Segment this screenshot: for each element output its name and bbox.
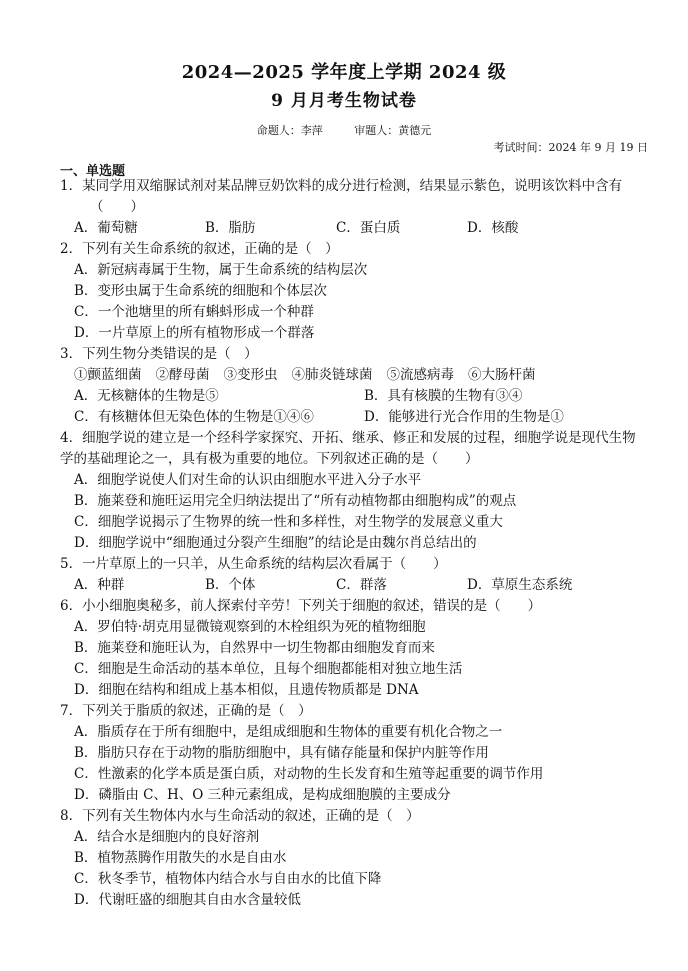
option-b: B．变形虫属于生命系统的细胞和个体层次 [74,283,327,299]
option-d: D．代谢旺盛的细胞其自由水含量较低 [74,892,301,908]
section-heading: 一、单选题 [60,164,126,179]
option-b: B．植物蒸腾作用散失的水是自由水 [74,850,287,866]
option-d: D．一片草原上的所有植物形成一个群落 [74,325,315,341]
option-d: D．核酸 [467,220,519,236]
option-a: A．脂质存在于所有细胞中，是组成细胞和生物体的重要有机化合物之一 [74,724,503,740]
question-4 [60,428,660,554]
exam-title: 2024—2025 学年度上学期 2024 级 [181,62,507,83]
question-8-stem: 8．下列有关生物体内水与生命活动的叙述，正确的是（ ） [60,808,420,824]
option-d: D．细胞学说中“细胞通过分裂产生细胞”的结论是由魏尔肖总结出的 [74,535,477,551]
question-4-stem-continued: 学的基础理论之一，具有极为重要的地位。下列叙述正确的是（ ） [60,451,479,467]
authors-line [0,122,688,138]
option-a: A．罗伯特·胡克用显微镜观察到的木栓组织为死的植物细胞 [74,619,426,635]
organism-item: ③变形虫 [223,367,278,383]
question-2 [60,239,660,344]
option-c: C．细胞是生命活动的基本单位，且每个细胞都能相对独立地生活 [74,661,463,677]
organism-item: ⑥大肠杆菌 [468,367,536,383]
question-5-stem: 5．一片草原上的一只羊，从生命系统的结构层次看属于（ ） [60,556,447,572]
option-c: C．蛋白质 [336,220,401,236]
exam-subtitle: 9 月月考生物试卷 [271,91,417,111]
organism-item: ①颤蓝细菌 [74,367,142,383]
setter: 命题人：李萍 [256,124,323,137]
option-b: B．个体 [205,577,256,593]
question-8 [60,806,660,911]
option-d: D．磷脂由 C、H、O 三种元素组成，是构成细胞膜的主要成分 [74,787,451,803]
question-1-stem: 1．某同学用双缩脲试剂对某品牌豆奶饮料的成分进行检测，结果显示紫色，说明该饮料中含有 [60,178,623,194]
option-b: B．施莱登和施旺认为，自然界中一切生物都由细胞发育而来 [74,640,435,656]
option-a: A．结合水是细胞内的良好溶剂 [74,829,260,845]
option-a: A．细胞学说使人们对生命的认识由细胞水平进入分子水平 [74,472,422,488]
option-a: A．种群 [74,577,125,593]
option-b: B．施莱登和施旺运用完全归纳法提出了“所有动植物都由细胞构成”的观点 [74,493,517,509]
option-a: A．新冠病毒属于生物，属于生命系统的结构层次 [74,262,368,278]
question-7 [60,701,660,806]
organism-item: ⑤流感病毒 [386,367,454,383]
option-c: C．一个池塘里的所有蝌蚪形成一个种群 [74,304,314,320]
question-3-organisms [60,365,660,386]
option-b: B．脂肪只存在于动物的脂肪细胞中，具有储存能量和保护内脏等作用 [74,745,489,761]
question-1-options [60,218,660,239]
question-list [60,176,660,911]
option-b: B．具有核膜的生物有③④ [364,388,523,404]
option-c: C．秋冬季节，植物体内结合水与自由水的比值下降 [74,871,382,887]
option-c: C．群落 [336,577,387,593]
option-a: A．无核糖体的生物是⑤ [74,388,219,404]
exam-time: 考试时间：2024 年 9 月 19 日 [493,141,648,154]
question-3-stem: 3．下列生物分类错误的是（ ） [60,346,258,362]
question-2-stem: 2．下列有关生命系统的叙述，正确的是（ ） [60,241,339,257]
option-b: B．脂肪 [205,220,256,236]
option-d: D．能够进行光合作用的生物是① [364,409,564,425]
question-3-options-cd [60,407,660,428]
option-a: A．葡萄糖 [74,220,138,236]
question-1-blank: （ ） [90,199,144,215]
organism-item: ②酵母菌 [155,367,210,383]
question-3-options-ab [60,386,660,407]
option-d: D．草原生态系统 [467,577,573,593]
question-1 [60,176,660,239]
question-4-stem: 4．细胞学说的建立是一个经科学家探究、开拓、继承、修正和发展的过程，细胞学说是现代生物 [60,430,636,446]
question-5-options [60,575,660,596]
option-c: C．细胞学说揭示了生物界的统一性和多样性，对生物学的发展意义重大 [74,514,503,530]
question-5 [60,554,660,596]
question-6 [60,596,660,701]
option-c: C．性激素的化学本质是蛋白质，对动物的生长发育和生殖等起重要的调节作用 [74,766,544,782]
option-d: D．细胞在结构和组成上基本相似，且遗传物质都是 DNA [74,682,419,698]
organism-item: ④肺炎链球菌 [291,367,373,383]
question-6-stem: 6．小小细胞奥秘多，前人探索付辛劳！下列关于细胞的叙述，错误的是（ ） [60,598,542,614]
option-c: C．有核糖体但无染色体的生物是①④⑥ [74,409,314,425]
reviewer: 审题人：黄德元 [354,124,432,137]
question-3 [60,344,660,428]
question-7-stem: 7．下列关于脂质的叙述，正确的是（ ） [60,703,312,719]
